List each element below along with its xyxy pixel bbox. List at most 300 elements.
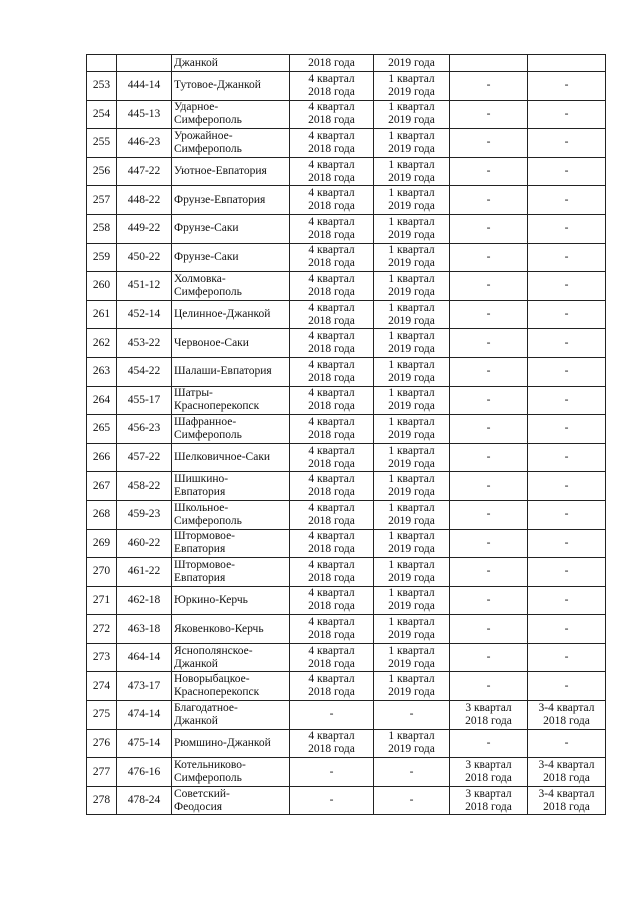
period-2-line: 2019 года [388, 371, 435, 384]
period-1-line: 2018 года [308, 171, 355, 184]
period-2 [374, 729, 450, 758]
period-2-line: 2019 года [388, 285, 435, 298]
period-2-line: 1 квартал [388, 644, 435, 657]
period-2-line: 2019 года [388, 543, 435, 556]
period-2-line: 1 квартал [388, 530, 435, 543]
period-3 [450, 786, 528, 815]
period-2-line: 2019 года [388, 486, 435, 499]
route-code: 450-22 [117, 243, 172, 272]
period-1-line: 4 квартал [308, 301, 355, 314]
route-name [172, 786, 290, 815]
period-1 [290, 558, 374, 587]
period-2-line: 1 квартал [388, 215, 435, 228]
period-3-line: - [486, 365, 491, 378]
period-2-line: - [409, 765, 414, 778]
table-row [87, 243, 606, 272]
period-2 [374, 357, 450, 386]
row-number: 268 [87, 500, 117, 529]
route-code: 460-22 [117, 529, 172, 558]
route-name [172, 272, 290, 301]
period-4-line: 3-4 квартал [538, 701, 595, 714]
period-1-line: 4 квартал [308, 616, 355, 629]
period-4-line: 3-4 квартал [538, 759, 595, 772]
row-number: 264 [87, 386, 117, 415]
period-4 [528, 701, 606, 730]
period-2 [374, 758, 450, 787]
period-1 [290, 586, 374, 615]
period-3-line: - [486, 279, 491, 292]
route-name [172, 386, 290, 415]
route-name-line: Штормовое- [174, 558, 236, 571]
period-1 [290, 615, 374, 644]
period-1-line: 2018 года [308, 257, 355, 270]
period-2-line: 2019 года [388, 743, 435, 756]
period-2-line: 2019 года [388, 257, 435, 270]
period-1-line: 2018 года [308, 743, 355, 756]
period-4 [528, 129, 606, 158]
period-3 [450, 529, 528, 558]
period-4-line: - [564, 508, 569, 521]
route-name-line: Шафранное- [174, 415, 237, 428]
route-code: 451-12 [117, 272, 172, 301]
period-3-line: - [486, 536, 491, 549]
route-name-line: Холмовка- [174, 272, 226, 285]
table-row [87, 786, 606, 815]
route-code: 446-23 [117, 129, 172, 158]
table-row [87, 357, 606, 386]
table-row [87, 672, 606, 701]
period-1-line: 2018 года [308, 600, 355, 613]
period-2 [374, 157, 450, 186]
period-2-line: - [409, 794, 414, 807]
route-name-line: Фрунзе-Саки [174, 222, 239, 235]
route-name-line: Яковенково-Керчь [174, 622, 264, 635]
route-name [172, 701, 290, 730]
period-4 [528, 72, 606, 101]
period-3-line: - [486, 79, 491, 92]
row-number: 267 [87, 472, 117, 501]
period-1-line: 2018 года [308, 285, 355, 298]
period-1-line: 2018 года [308, 486, 355, 499]
route-name-line: Шатры- [174, 387, 213, 400]
period-3 [450, 300, 528, 329]
route-name [172, 329, 290, 358]
period-4 [528, 157, 606, 186]
period-2 [374, 129, 450, 158]
period-4 [528, 615, 606, 644]
period-3 [450, 272, 528, 301]
period-4-line: - [564, 451, 569, 464]
schedule-table [86, 54, 606, 815]
row-number: 262 [87, 329, 117, 358]
row-number: 271 [87, 586, 117, 615]
period-2-line: 2019 года [388, 400, 435, 413]
period-1-line: 2018 года [308, 543, 355, 556]
route-name-line: Урожайное- [174, 129, 233, 142]
period-1-line: 2018 года [308, 114, 355, 127]
period-2 [374, 386, 450, 415]
route-name-line: Благодатное- [174, 701, 238, 714]
period-4-line: - [564, 222, 569, 235]
period-2-line: 2019 года [388, 114, 435, 127]
period-4 [528, 300, 606, 329]
period-4 [528, 100, 606, 129]
period-4-line: - [564, 193, 569, 206]
period-2-line: 1 квартал [388, 444, 435, 457]
period-3-line: 2018 года [465, 772, 512, 785]
period-4 [528, 243, 606, 272]
route-name-line: Новорыбацкое- [174, 673, 250, 686]
period-4 [528, 529, 606, 558]
route-name-line: Евпатория [174, 543, 226, 556]
period-2-line: 2019 года [388, 514, 435, 527]
period-4-line: - [564, 107, 569, 120]
period-4-line: 2018 года [543, 714, 590, 727]
period-1 [290, 300, 374, 329]
route-name [172, 643, 290, 672]
period-3 [450, 186, 528, 215]
period-3 [450, 558, 528, 587]
period-3 [450, 415, 528, 444]
period-4-line: 2018 года [543, 800, 590, 813]
table-row [87, 643, 606, 672]
period-4 [528, 357, 606, 386]
route-name-line: Тутовое-Джанкой [174, 79, 261, 92]
period-3 [450, 443, 528, 472]
route-name [172, 129, 290, 158]
route-name [172, 672, 290, 701]
period-4 [528, 786, 606, 815]
period-1 [290, 643, 374, 672]
period-4 [528, 758, 606, 787]
route-name-line: Джанкой [174, 714, 218, 727]
period-2 [374, 529, 450, 558]
period-2 [374, 100, 450, 129]
route-code: 474-14 [117, 701, 172, 730]
period-4-line: - [564, 393, 569, 406]
period-1 [290, 443, 374, 472]
period-2 [374, 300, 450, 329]
route-name [172, 472, 290, 501]
period-1 [290, 214, 374, 243]
route-name-line: Фрунзе-Евпатория [174, 193, 266, 206]
route-name-line: Симферополь [174, 772, 242, 785]
table-row [87, 701, 606, 730]
route-name-line: Симферополь [174, 428, 242, 441]
period-2-line: 1 квартал [388, 72, 435, 85]
period-4-line: - [564, 336, 569, 349]
table-row [87, 214, 606, 243]
period-1 [290, 758, 374, 787]
period-2-line: 1 квартал [388, 330, 435, 343]
period-2-line: - [409, 708, 414, 721]
table-row [87, 615, 606, 644]
period-2-line: 2019 года [388, 600, 435, 613]
period-3-line: 2018 года [465, 800, 512, 813]
period-1-line: 2018 года [308, 142, 355, 155]
period-3 [450, 500, 528, 529]
route-name-line: Червоное-Саки [174, 336, 249, 349]
period-1-line: 4 квартал [308, 473, 355, 486]
period-3 [450, 615, 528, 644]
route-code: 463-18 [117, 615, 172, 644]
period-3 [450, 100, 528, 129]
period-3-line: 3 квартал [465, 787, 512, 800]
row-number: 256 [87, 157, 117, 186]
period-1: 2018 года [290, 55, 374, 72]
period-1-line: 2018 года [308, 85, 355, 98]
row-number: 274 [87, 672, 117, 701]
period-1 [290, 329, 374, 358]
row-number: 260 [87, 272, 117, 301]
row-number: 265 [87, 415, 117, 444]
route-name [172, 443, 290, 472]
route-name [172, 157, 290, 186]
route-name-line: Школьное- [174, 501, 229, 514]
period-2-line: 2019 года [388, 343, 435, 356]
period-2 [374, 214, 450, 243]
route-code: 458-22 [117, 472, 172, 501]
period-3-line: - [486, 565, 491, 578]
period-2-line: 2019 года [388, 657, 435, 670]
route-name-line: Ударное- [174, 101, 219, 114]
period-1 [290, 72, 374, 101]
period-3-line: - [486, 451, 491, 464]
period-1 [290, 157, 374, 186]
route-name [172, 186, 290, 215]
period-3 [450, 472, 528, 501]
period-3-line: - [486, 136, 491, 149]
route-code: 455-17 [117, 386, 172, 415]
period-1-line: 4 квартал [308, 530, 355, 543]
route-name-line: Целинное-Джанкой [174, 308, 271, 321]
row-number: 266 [87, 443, 117, 472]
period-4-line: - [564, 479, 569, 492]
period-1-line: 4 квартал [308, 730, 355, 743]
period-1-line: 2018 года [308, 314, 355, 327]
route-name-line: Штормовое- [174, 530, 236, 543]
route-code: 464-14 [117, 643, 172, 672]
period-1 [290, 786, 374, 815]
period-1 [290, 500, 374, 529]
route-code: 447-22 [117, 157, 172, 186]
period-3-line: - [486, 222, 491, 235]
route-name-line: Шалаши-Евпатория [174, 365, 272, 378]
period-1-line: 4 квартал [308, 387, 355, 400]
period-2-line: 2019 года [388, 571, 435, 584]
route-name [172, 529, 290, 558]
period-2-line: 1 квартал [388, 616, 435, 629]
row-number: 276 [87, 729, 117, 758]
period-4-line: - [564, 136, 569, 149]
period-4-line: - [564, 279, 569, 292]
period-4 [528, 415, 606, 444]
period-3-line: - [486, 651, 491, 664]
period-2 [374, 586, 450, 615]
route-name [172, 758, 290, 787]
table-row [87, 186, 606, 215]
period-4-line: - [564, 679, 569, 692]
period-3 [450, 55, 528, 72]
row-number: 257 [87, 186, 117, 215]
row-number: 258 [87, 214, 117, 243]
period-3-line: - [486, 679, 491, 692]
period-3-line: - [486, 107, 491, 120]
period-2 [374, 558, 450, 587]
period-2 [374, 672, 450, 701]
route-name-line: Симферополь [174, 142, 242, 155]
route-name [172, 558, 290, 587]
period-1-line: 4 квартал [308, 644, 355, 657]
period-1-line: 2018 года [308, 514, 355, 527]
period-2 [374, 643, 450, 672]
period-2-line: 1 квартал [388, 587, 435, 600]
period-2-line: 1 квартал [388, 301, 435, 314]
period-4 [528, 186, 606, 215]
route-name [172, 586, 290, 615]
period-3 [450, 643, 528, 672]
route-name-line: Яснополянское- [174, 644, 253, 657]
route-name-line: Уютное-Евпатория [174, 165, 267, 178]
period-2 [374, 415, 450, 444]
route-name-line: Фрунзе-Саки [174, 250, 239, 263]
period-1-line: - [329, 765, 334, 778]
table-row [87, 586, 606, 615]
period-2-line: 1 квартал [388, 387, 435, 400]
period-1-line: 4 квартал [308, 215, 355, 228]
table-row [87, 300, 606, 329]
table-row [87, 415, 606, 444]
period-1-line: 2018 года [308, 428, 355, 441]
period-1-line: 4 квартал [308, 244, 355, 257]
row-number [87, 55, 117, 72]
period-2-line: 2019 года [388, 228, 435, 241]
period-3-line: - [486, 736, 491, 749]
route-name [172, 300, 290, 329]
row-number: 261 [87, 300, 117, 329]
period-3 [450, 243, 528, 272]
period-4-line: - [564, 651, 569, 664]
table-row [87, 129, 606, 158]
period-2-line: 2019 года [388, 629, 435, 642]
route-name-line: Джанкой [174, 657, 218, 670]
period-2-line: 1 квартал [388, 730, 435, 743]
row-number: 278 [87, 786, 117, 815]
table-row [87, 729, 606, 758]
period-3-line: 2018 года [465, 714, 512, 727]
period-1-line: 2018 года [308, 629, 355, 642]
table-row [87, 386, 606, 415]
period-4-line: - [564, 250, 569, 263]
table-row [87, 529, 606, 558]
table-row [87, 500, 606, 529]
period-2 [374, 186, 450, 215]
period-2-line: 1 квартал [388, 473, 435, 486]
route-code: 478-24 [117, 786, 172, 815]
period-2-line: 1 квартал [388, 558, 435, 571]
period-3 [450, 157, 528, 186]
route-code: 457-22 [117, 443, 172, 472]
route-name-line: Красноперекопск [174, 400, 260, 413]
period-2-line: 1 квартал [388, 129, 435, 142]
row-number: 263 [87, 357, 117, 386]
period-3-line: 3 квартал [465, 701, 512, 714]
period-1-line: 4 квартал [308, 501, 355, 514]
period-3-line: - [486, 622, 491, 635]
period-1 [290, 729, 374, 758]
period-1-line: - [329, 794, 334, 807]
row-number: 275 [87, 701, 117, 730]
period-3-line: 3 квартал [465, 759, 512, 772]
period-2 [374, 329, 450, 358]
row-number: 272 [87, 615, 117, 644]
period-2 [374, 500, 450, 529]
period-4-line: - [564, 593, 569, 606]
period-2 [374, 701, 450, 730]
row-number: 253 [87, 72, 117, 101]
continuation-row [87, 55, 606, 72]
route-name [172, 615, 290, 644]
row-number: 254 [87, 100, 117, 129]
route-code: 449-22 [117, 214, 172, 243]
period-3 [450, 129, 528, 158]
period-3 [450, 386, 528, 415]
period-3-line: - [486, 479, 491, 492]
route-name-line: Красноперекопск [174, 686, 260, 699]
table-row [87, 472, 606, 501]
period-1 [290, 472, 374, 501]
route-name [172, 729, 290, 758]
row-number: 270 [87, 558, 117, 587]
route-name-line: Симферополь [174, 514, 242, 527]
period-3 [450, 357, 528, 386]
route-code: 445-13 [117, 100, 172, 129]
period-2-line: 1 квартал [388, 187, 435, 200]
period-2-line: 1 квартал [388, 101, 435, 114]
period-1 [290, 415, 374, 444]
period-4-line: - [564, 165, 569, 178]
period-4 [528, 272, 606, 301]
route-name [172, 500, 290, 529]
route-name-line: Шишкино- [174, 473, 229, 486]
period-3 [450, 329, 528, 358]
period-1-line: 4 квартал [308, 158, 355, 171]
period-1-line: 4 квартал [308, 272, 355, 285]
period-1-line: 2018 года [308, 686, 355, 699]
period-4 [528, 386, 606, 415]
period-1 [290, 672, 374, 701]
period-1-line: 4 квартал [308, 415, 355, 428]
table-row [87, 157, 606, 186]
period-4 [528, 729, 606, 758]
period-4-line: 3-4 квартал [538, 787, 595, 800]
route-code: 462-18 [117, 586, 172, 615]
period-4 [528, 472, 606, 501]
period-1-line: 2018 года [308, 457, 355, 470]
route-name-line: Юркино-Керчь [174, 593, 248, 606]
period-1 [290, 701, 374, 730]
period-2-line: 1 квартал [388, 501, 435, 514]
period-4-line: - [564, 536, 569, 549]
period-2-line: 1 квартал [388, 272, 435, 285]
period-2-line: 2019 года [388, 686, 435, 699]
period-3 [450, 72, 528, 101]
period-2 [374, 472, 450, 501]
table-row [87, 329, 606, 358]
period-1 [290, 129, 374, 158]
period-3-line: - [486, 336, 491, 349]
period-1 [290, 529, 374, 558]
